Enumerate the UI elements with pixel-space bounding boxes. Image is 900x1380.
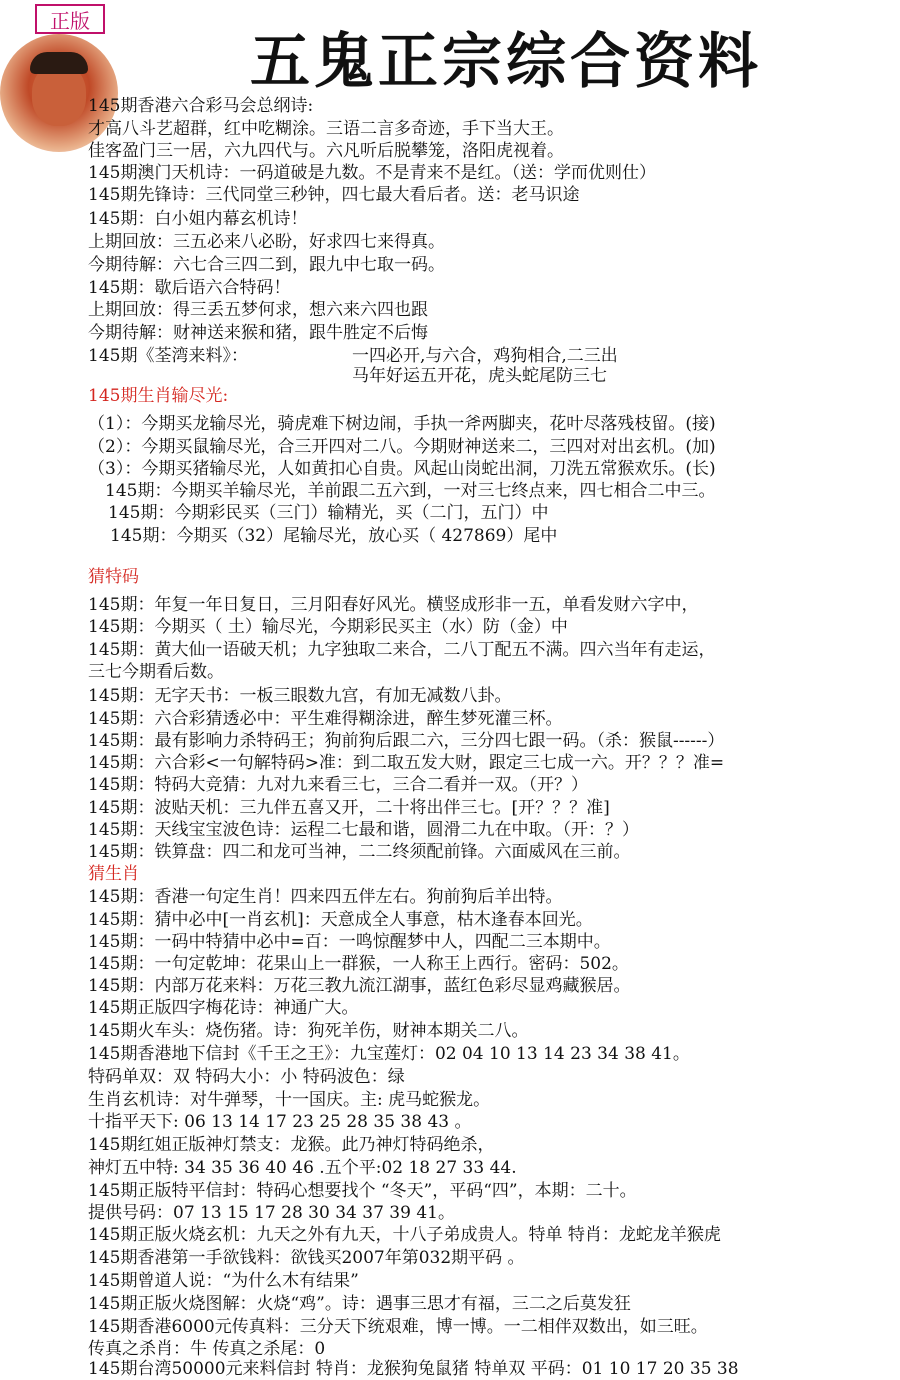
text-line: 145期香港六合彩马会总纲诗: xyxy=(88,96,314,116)
text-line: 145期正版四字梅花诗：神通广大。 xyxy=(88,998,359,1018)
text-line: 145期红姐正版神灯禁支：龙猴。此乃神灯特码绝杀， xyxy=(88,1135,495,1155)
text-line: 145期香港第一手欲钱料：欲钱买2007年第032期平码 。 xyxy=(88,1248,525,1268)
text-line: 今期待解：财神送来猴和猪，跟牛胜定不后悔 xyxy=(88,323,428,343)
text-line: 145期澳门天机诗：一码道破是九数。不是青来不是红。（送：学而优则仕） xyxy=(88,163,656,183)
text-line: 145期：六合彩<一句解特码>准：到二取五发大财，跟定三七成一六。开？？？准= xyxy=(88,753,725,773)
section-heading: 猜特码 xyxy=(88,567,139,587)
text-line: 145期：天线宝宝波色诗：运程二七最和谐，圆滑二九在中取。（开：？） xyxy=(88,820,639,840)
text-line: 145期香港地下信封《千王之王》：九宝莲灯：02 04 10 13 14 23 34 38 41。 xyxy=(88,1044,690,1064)
text-line: 145期：六合彩猜透必中：平生难得糊涂进，醉生梦死灌三杯。 xyxy=(88,709,563,729)
text-line: 145期：歇后语六合特码！ xyxy=(88,278,291,298)
text-line: 145期香港6000元传真料：三分天下统艰难，博一博。一二相伴双数出，如三旺。 xyxy=(88,1317,708,1337)
text-line: 145期：香港一句定生肖！四来四五伴左右。狗前狗后羊出特。 xyxy=(88,887,563,907)
text-line: 上期回放：得三丢五梦何求，想六来六四也跟 xyxy=(88,300,428,320)
text-line: 145期：猜中必中[一肖玄机]：天意成全人事意，枯木逢春本回光。 xyxy=(88,910,593,930)
text-line: 上期回放：三五必来八必盼，好求四七来得真。 xyxy=(88,232,445,252)
text-line: 145期：今期彩民买（三门）输精光，买（二门，五门）中 xyxy=(108,503,549,523)
page-title: 五鬼正宗综合资料 xyxy=(250,27,762,97)
text-line: 提供号码：07 13 15 17 28 30 34 37 39 41。 xyxy=(88,1203,455,1223)
text-line: 传真之杀肖：牛 传真之杀尾：0 xyxy=(88,1339,326,1359)
text-line: 生肖玄机诗：对牛弹琴，十一国庆。主: 虎马蛇猴龙。 xyxy=(88,1090,491,1110)
section-heading: 145期生肖输尽光: xyxy=(88,386,229,406)
text-line: 145期火车头：烧伤猪。诗：狗死羊伤，财神本期关二八。 xyxy=(88,1021,529,1041)
text-line: 特码单双：双 特码大小：小 特码波色：绿 xyxy=(88,1067,405,1087)
genuine-badge: 正版 xyxy=(35,4,105,34)
text-line: （1）：今期买龙输尽光，骑虎难下树边闹，手执一斧两脚夹，花叶尽落残枝留。(接) xyxy=(88,414,716,434)
text-line: 今期待解：六七合三四二到，跟九中七取一码。 xyxy=(88,255,445,275)
text-line: 145期：今期买羊输尽光，羊前跟二五六到，一对三七终点来，四七相合二中三。 xyxy=(105,481,716,501)
text-line: 145期正版特平信封：特码心想要找个 “冬天”，平码“四”，本期：二十。 xyxy=(88,1181,637,1201)
text-line: 十指平天下: 06 13 14 17 23 25 28 35 38 43 。 xyxy=(88,1112,472,1132)
avatar-hair xyxy=(30,52,88,74)
section-heading: 猜生肖 xyxy=(88,864,139,884)
text-line: 145期：最有影响力杀特码王；狗前狗后跟二六，三分四七跟一码。（杀：猴鼠------） xyxy=(88,731,725,751)
text-line: 才高八斗艺超群，红中吃糊涂。三语二言多奇迹，手下当大王。 xyxy=(88,119,564,139)
text-line: 145期曾道人说：“为什么木有结果” xyxy=(88,1271,359,1291)
text-line: 145期：白小姐内幕玄机诗！ xyxy=(88,209,308,229)
text-line: 145期正版火烧玄机：九天之外有九天，十八子弟成贵人。特单 特肖：龙蛇龙羊猴虎 xyxy=(88,1225,721,1245)
text-line: 145期：波贴天机：三九伴五喜又开，二十将出伴三七。[开？？？准] xyxy=(88,798,610,818)
text-line: 145期台湾50000元来料信封 特肖：龙猴狗兔鼠猪 特单双 平码：01 10 17 20 35 38 xyxy=(88,1359,739,1379)
text-line: （3）：今期买猪输尽光，人如黄扣心自贵。风起山岗蛇出洞，刀洗五常猴欢乐。(长) xyxy=(88,459,716,479)
text-line: 三七今期看后数。 xyxy=(88,662,224,682)
text-line: 145期：铁算盘：四二和龙可当神，二二终须配前锋。六面威风在三前。 xyxy=(88,842,631,862)
text-line: 145期：特码大竞猜：九对九来看三七，三合二看并一双。（开？） xyxy=(88,775,588,795)
text-line: 145期：无字天书：一板三眼数九宫，有加无减数八卦。 xyxy=(88,686,512,706)
text-line: 145期：年复一年日复日，三月阳春好风光。横竖成形非一五，单看发财六字中， xyxy=(88,595,699,615)
text-line: 145期正版火烧图解：火烧“鸡”。诗：遇事三思才有福，三二之后莫发狂 xyxy=(88,1294,631,1314)
text-line: 145期：一句定乾坤：花果山上一群猴，一人称王上西行。密码：502。 xyxy=(88,954,629,974)
text-line: 145期《荃湾来料》： xyxy=(88,346,248,366)
text-line: 145期：黄大仙一语破天机；九字独取二来合，二八丁配五不满。四六当年有走运， xyxy=(88,640,716,660)
text-line: 145期：内部万花来料：万花三教九流江湖事，蓝红色彩尽显鸡藏猴居。 xyxy=(88,976,631,996)
text-line: 一四必开,与六合，鸡狗相合,二三出 xyxy=(352,346,618,366)
text-line: 145期：今期买（ 土）输尽光，今期彩民买主（水）防（金）中 xyxy=(88,617,568,637)
text-line: 145期：今期买（32）尾输尽光，放心买（ 427869）尾中 xyxy=(110,526,558,546)
text-line: 马年好运五开花，虎头蛇尾防三七 xyxy=(352,366,607,386)
text-line: （2）：今期买鼠输尽光，合三开四对二八。今期财神送来二，三四对对出玄机。(加) xyxy=(88,437,716,457)
text-line: 145期：一码中特猜中必中=百：一鸣惊醒梦中人，四配二三本期中。 xyxy=(88,932,611,952)
text-line: 神灯五中特: 34 35 36 40 46 .五个平:02 18 27 33 44. xyxy=(88,1158,517,1178)
text-line: 145期先锋诗：三代同堂三秒钟，四七最大看后者。送：老马识途 xyxy=(88,185,580,205)
text-line: 佳客盈门三一居，六九四代与。六凡听后脱攀笼，洛阳虎视着。 xyxy=(88,141,564,161)
